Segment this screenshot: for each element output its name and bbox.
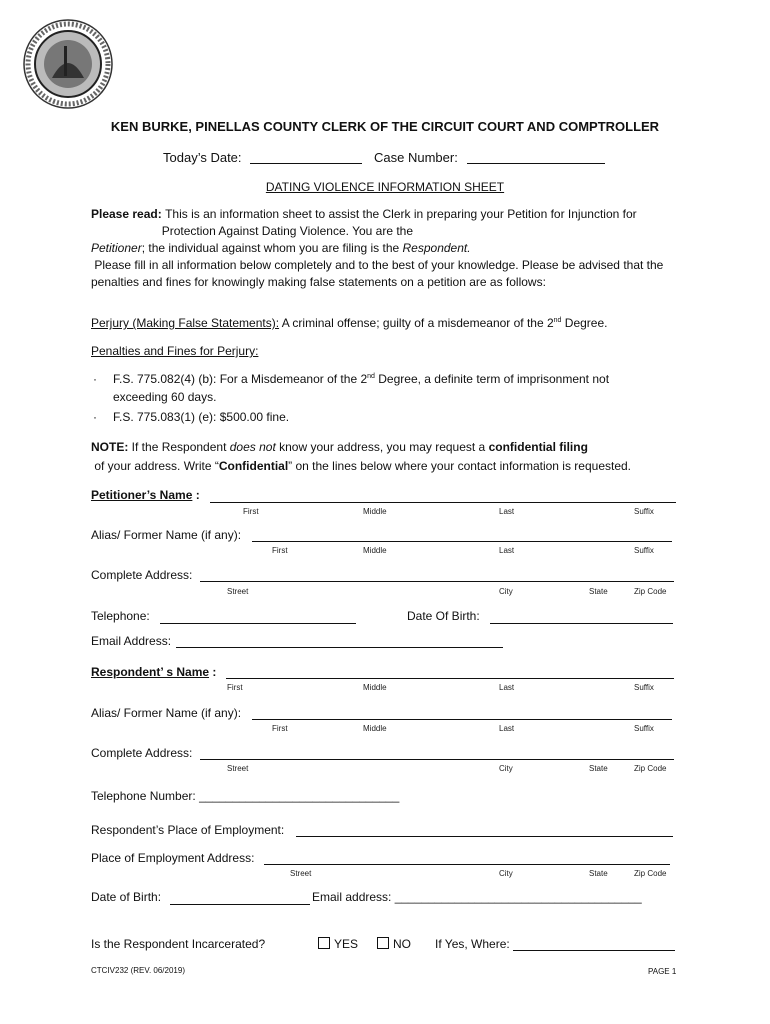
sub-first: First [243,507,259,516]
sub-middle: Middle [363,507,387,516]
where-label: If Yes, Where: [435,937,510,951]
petitioner-address-field[interactable] [200,581,674,582]
sub-zip: Zip Code [634,764,667,773]
note-text-4: ” on the lines below where your contact information is requested. [288,459,632,473]
respondent-term: Respondent. [402,241,471,255]
note-confidential-filing: confidential filing [488,440,588,454]
sub-last: Last [499,507,515,516]
respondent-employment-label: Respondent’s Place of Employment: [91,823,285,837]
sub-last: Last [499,683,515,692]
sub-city: City [499,869,513,878]
where-field[interactable] [513,950,675,951]
sub-city: City [499,764,513,773]
sub-city: City [499,587,513,596]
note-confidential: Confidential [218,459,289,473]
penalty-item-2: F.S. 775.083(1) (e): $500.00 fine. [113,410,290,424]
sub-last: Last [499,546,515,555]
sup: nd [553,317,562,324]
intro-paragraph [91,206,681,291]
intro-text-1: This is an information sheet to assist the Clerk in preparing your Petition for Injunction for Protection Against Dating Violence. You are the [161,207,640,238]
note-paragraph [91,438,681,476]
case-number-field[interactable] [467,163,605,164]
sheet-title: DATING VIOLENCE INFORMATION SHEET [265,180,505,194]
petitioner-dob-field[interactable] [490,623,673,624]
sub-zip: Zip Code [634,587,667,596]
respondent-name-field[interactable] [226,678,674,679]
page-number: PAGE 1 [648,967,677,976]
petitioner-email-label: Email Address: [91,634,172,648]
petitioner-alias-label: Alias/ Former Name (if any): [91,528,242,542]
respondent-alias-field[interactable] [252,719,672,720]
intro-row-1 [91,206,681,240]
petitioner-address-label: Complete Address: [91,568,193,582]
text: F.S. 775.082(4) (b): For a Misdemeanor of the 2 [113,372,368,386]
checkbox-icon[interactable] [377,937,389,949]
page-header-title: KEN BURKE, PINELLAS COUNTY CLERK OF THE CIRCUIT COURT AND COMPTROLLER [110,119,660,134]
no-checkbox[interactable] [377,937,411,952]
petitioner-email-field[interactable] [176,647,503,648]
form-code: CTCIV232 (REV. 06/2019) [91,966,185,975]
respondent-dob-field[interactable] [170,904,310,905]
sub-middle: Middle [363,683,387,692]
sub-suffix: Suffix [634,507,654,516]
sub-state: State [589,587,608,596]
sub-middle: Middle [363,546,387,555]
perjury-label: Perjury (Making False Statements): [91,316,280,330]
checkbox-icon[interactable] [318,937,330,949]
t: : [192,488,200,502]
respondent-telephone-field[interactable]: Telephone Number: ______________________________ [91,789,400,803]
employment-address-label: Place of Employment Address: [91,851,255,865]
intro-text-2: ; the individual against whom you are filing is the [141,241,403,255]
intro-row-2 [91,240,681,257]
sub-first: First [272,724,288,733]
respondent-alias-label: Alias/ Former Name (if any): [91,706,242,720]
sub-street: Street [227,587,249,596]
respondent-address-label: Complete Address: [91,746,193,760]
sub-state: State [589,869,608,878]
note-row-2 [91,457,681,476]
yes-checkbox[interactable] [318,937,358,952]
yes-label: YES [334,937,359,951]
sub-street: Street [290,869,312,878]
petitioner-term: Petitioner [91,241,142,255]
petitioner-telephone-label: Telephone: [91,609,150,623]
note-text-3: of your address. Write “ [91,459,219,473]
bullet: · [93,372,97,386]
text: Degree, a definite term of imprisonment not [374,372,610,386]
note-emphasis: does not [229,440,276,454]
perjury-text-end: Degree. [561,316,608,330]
t: Respondent’ s Name [91,665,210,679]
note-text-2: know your address, you may request a [275,440,489,454]
respondent-email-field[interactable]: Email address: _____________________________________ [312,890,642,904]
todays-date-label: Today’s Date: [163,150,242,165]
respondent-employment-field[interactable] [296,836,673,837]
intro-text-3: Please fill in all information below completely and to the best of your knowledge. Please be advised that the penalties and fines for knowingly making false statements on a petition are as follows: [91,258,667,289]
respondent-address-field[interactable] [200,759,674,760]
penalties-heading: Penalties and Fines for Perjury: [91,344,259,358]
t: : [209,665,217,679]
petitioner-alias-field[interactable] [252,541,672,542]
sub-first: First [272,546,288,555]
petitioner-telephone-field[interactable] [160,623,356,624]
sub-middle: Middle [363,724,387,733]
respondent-name-label [91,665,216,680]
respondent-dob-label: Date of Birth: [91,890,162,904]
please-read: Please read: [91,207,162,221]
sub-suffix: Suffix [634,683,654,692]
sub-suffix: Suffix [634,546,654,555]
note-text-1: If the Respondent [128,440,230,454]
sub-state: State [589,764,608,773]
sup: nd [367,373,375,380]
bullet: · [93,410,97,424]
penalty-item-1-cont: exceeding 60 days. [113,390,217,404]
sub-first: First [227,683,243,692]
note-row-1 [91,438,681,457]
todays-date-field[interactable] [250,163,362,164]
case-number-label: Case Number: [374,150,458,165]
sub-suffix: Suffix [634,724,654,733]
no-label: NO [393,937,411,951]
petitioner-name-field[interactable] [210,502,676,503]
incarcerated-label: Is the Respondent Incarcerated? [91,937,266,951]
perjury-text: A criminal offense; guilty of a misdemeanor of the 2 [279,316,554,330]
perjury-line [91,316,607,331]
penalty-item-1 [113,372,609,387]
t: Petitioner’s Name [91,488,193,502]
employment-address-field[interactable] [264,864,670,865]
sub-zip: Zip Code [634,869,667,878]
note-lead: NOTE: [91,440,129,454]
petitioner-dob-label: Date Of Birth: [407,609,480,623]
sub-street: Street [227,764,249,773]
clerk-seal-logo [12,8,124,124]
sub-last: Last [499,724,515,733]
petitioner-name-label [91,488,200,503]
